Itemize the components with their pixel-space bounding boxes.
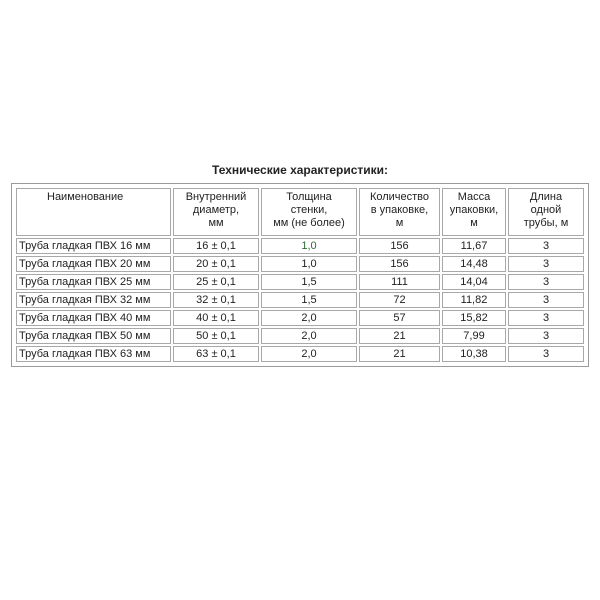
column-header-thickness-line: мм (не более) (273, 217, 345, 229)
column-header-quantity-line: Количество (369, 191, 430, 203)
column-header-name (16, 188, 171, 236)
column-header-mass (442, 188, 506, 236)
cell-quantity: 111 (359, 274, 440, 290)
cell-mass: 14,04 (442, 274, 506, 290)
table-row (16, 256, 584, 272)
cell-name: Труба гладкая ПВХ 20 мм (16, 256, 171, 272)
cell-length: 3 (508, 238, 584, 254)
cell-name: Труба гладкая ПВХ 63 мм (16, 346, 171, 362)
column-header-length-line: трубы, м (523, 217, 569, 229)
column-header-thickness (261, 188, 357, 236)
column-header-thickness-line: Толщина (286, 191, 332, 203)
cell-length: 3 (508, 310, 584, 326)
column-header-length-line: одной (530, 204, 562, 216)
cell-thickness: 1,0 (261, 256, 357, 272)
cell-diameter: 25 ± 0,1 (173, 274, 259, 290)
cell-thickness: 1,0 (261, 238, 357, 254)
column-header-length-line: Длина (529, 191, 563, 203)
column-header-diameter (173, 188, 259, 236)
cell-thickness: 2,0 (261, 310, 357, 326)
table-row (16, 292, 584, 308)
cell-length: 3 (508, 328, 584, 344)
column-header-mass-line: упаковки, (449, 204, 499, 216)
table-row (16, 328, 584, 344)
cell-name: Труба гладкая ПВХ 32 мм (16, 292, 171, 308)
column-header-length (508, 188, 584, 236)
cell-mass: 14,48 (442, 256, 506, 272)
cell-name: Труба гладкая ПВХ 50 мм (16, 328, 171, 344)
cell-diameter: 50 ± 0,1 (173, 328, 259, 344)
column-header-diameter-line: мм (208, 217, 224, 229)
table-row (16, 238, 584, 254)
cell-thickness: 2,0 (261, 328, 357, 344)
column-header-thickness-line: стенки, (290, 204, 328, 216)
column-header-quantity (359, 188, 440, 236)
cell-name: Труба гладкая ПВХ 25 мм (16, 274, 171, 290)
cell-quantity: 21 (359, 346, 440, 362)
cell-thickness: 1,5 (261, 292, 357, 308)
cell-diameter: 40 ± 0,1 (173, 310, 259, 326)
table-row (16, 310, 584, 326)
cell-thickness: 1,5 (261, 274, 357, 290)
cell-mass: 15,82 (442, 310, 506, 326)
table-row (16, 346, 584, 362)
column-header-diameter-line: диаметр, (192, 204, 240, 216)
table-header-row (16, 188, 584, 236)
cell-mass: 7,99 (442, 328, 506, 344)
cell-mass: 11,67 (442, 238, 506, 254)
cell-diameter: 20 ± 0,1 (173, 256, 259, 272)
cell-quantity: 57 (359, 310, 440, 326)
cell-length: 3 (508, 274, 584, 290)
cell-diameter: 63 ± 0,1 (173, 346, 259, 362)
cell-length: 3 (508, 346, 584, 362)
cell-name: Труба гладкая ПВХ 16 мм (16, 238, 171, 254)
cell-quantity: 72 (359, 292, 440, 308)
cell-name: Труба гладкая ПВХ 40 мм (16, 310, 171, 326)
table-caption: Технические характеристики: (211, 163, 388, 177)
table-row (16, 274, 584, 290)
column-header-quantity-line: м (395, 217, 404, 229)
column-header-mass-line: Масса (457, 191, 491, 203)
cell-quantity: 156 (359, 256, 440, 272)
cell-diameter: 32 ± 0,1 (173, 292, 259, 308)
cell-length: 3 (508, 292, 584, 308)
column-header-diameter-line: Внутренний (185, 191, 247, 203)
column-header-quantity-line: в упаковке, (370, 204, 429, 216)
cell-length: 3 (508, 256, 584, 272)
cell-thickness: 2,0 (261, 346, 357, 362)
cell-mass: 10,38 (442, 346, 506, 362)
column-header-name-line: Наименование (47, 191, 124, 203)
cell-mass: 11,82 (442, 292, 506, 308)
cell-diameter: 16 ± 0,1 (173, 238, 259, 254)
column-header-mass-line: м (470, 217, 478, 229)
cell-quantity: 21 (359, 328, 440, 344)
cell-quantity: 156 (359, 238, 440, 254)
specifications-table (11, 183, 589, 367)
